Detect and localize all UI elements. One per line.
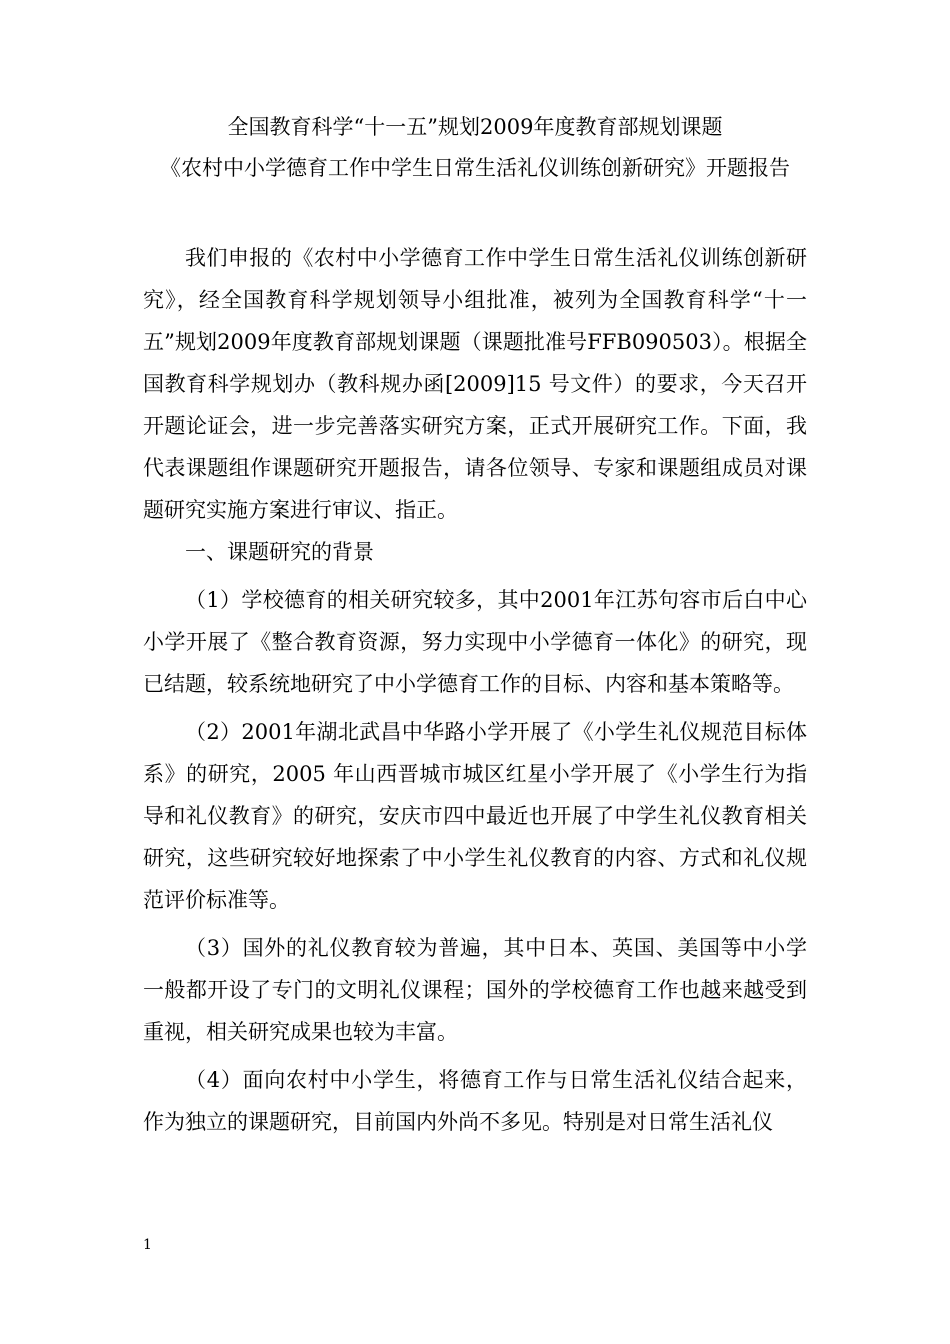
background-paragraph-1: （1）学校德育的相关研究较多，其中2001年江苏句容市后白中心小学开展了《整合教育资源，努力实现中小学德育一体化》的研究，现已结题，较系统地研究了中小学德育工作的目标、内容和基本策略等。 xyxy=(143,588,807,696)
background-paragraph-4: （4）面向农村中小学生，将德育工作与日常生活礼仪结合起来，作为独立的课题研究，目前国内外尚不多见。特别是对日常生活礼仪 xyxy=(143,1068,807,1134)
page-number: 1 xyxy=(143,1237,152,1253)
report-body xyxy=(143,237,807,1143)
intro-paragraph: 我们申报的《农村中小学德育工作中学生日常生活礼仪训练创新研究》，经全国教育科学规划领导小组批准，被列为全国教育科学“十一五”规划2009年度教育部规划课题（课题批准号FFB090503）。根据全国教育科学规划办（教科规办函[2009]15 号文件）的要求，今天召开开题论证会，进一步完善落实研究方案，正式开展研究工作。下面，我代表课题组作课题研究开题报告，请各位领导、专家和课题组成员对课题研究实施方案进行审议、指正。 xyxy=(143,246,807,522)
section-heading-background: 一、课题研究的背景 xyxy=(185,540,374,564)
background-paragraph-3: （3）国外的礼仪教育较为普遍，其中日本、英国、美国等中小学一般都开设了专门的文明礼仪课程；国外的学校德育工作也越来越受到重视，相关研究成果也较为丰富。 xyxy=(143,936,807,1044)
report-title-line2: 《农村中小学德育工作中学生日常生活礼仪训练创新研究》开题报告 xyxy=(160,156,790,180)
background-paragraph-2: （2）2001年湖北武昌中华路小学开展了《小学生礼仪规范目标体系》的研究，2005 年山西晋城市城区红星小学开展了《小学生行为指导和礼仪教育》的研究，安庆市四中最近也开展了中学生礼仪教育相关研究，这些研究较好地探索了中小学生礼仪教育的内容、方式和礼仪规范评价标准等。 xyxy=(143,720,807,912)
report-title-line1: 全国教育科学“十一五”规划2009年度教育部规划课题 xyxy=(227,115,723,139)
